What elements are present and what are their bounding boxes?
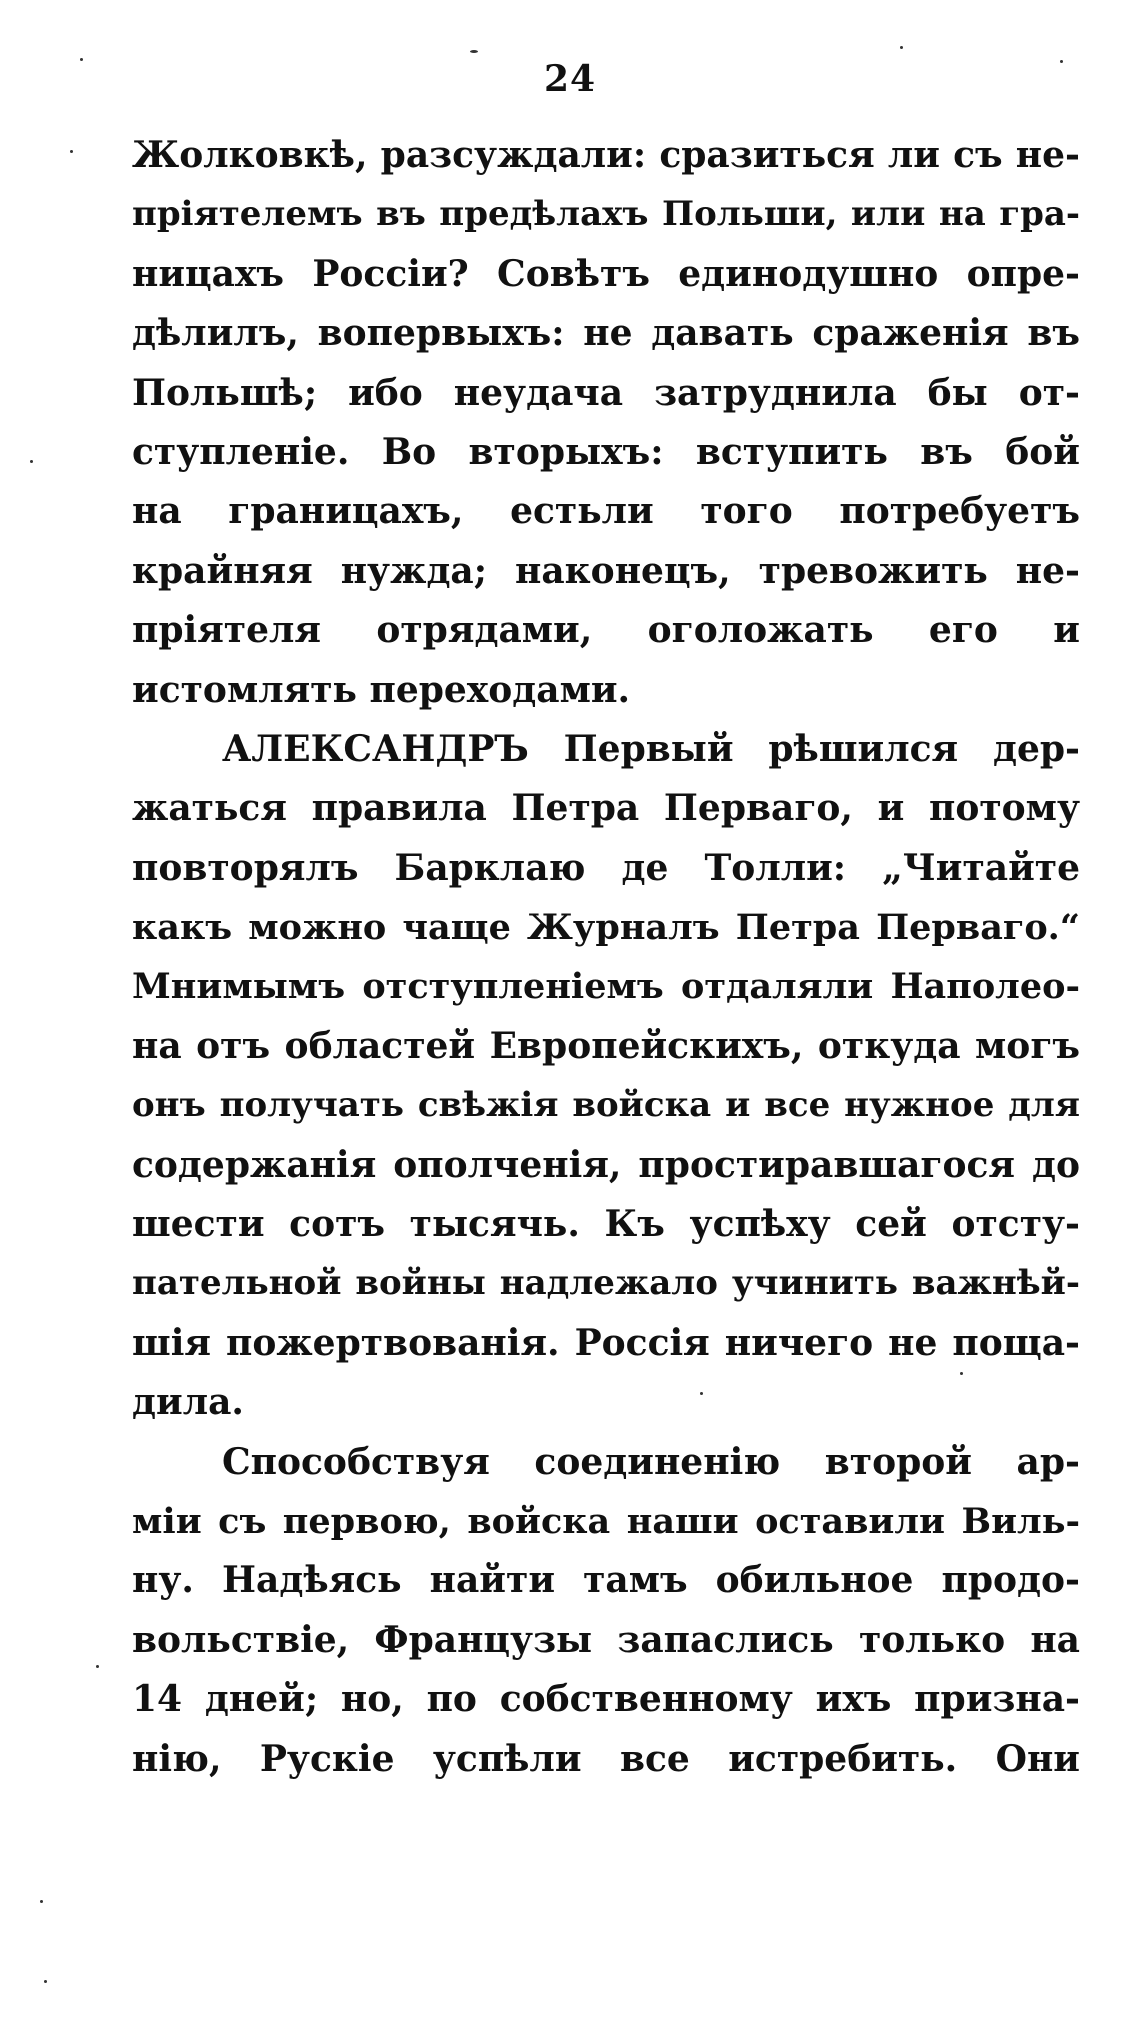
text-line: нію, Рускіе успѣли все истребить. Они	[132, 1737, 1080, 1780]
scan-speck	[470, 50, 478, 53]
paragraph-2	[132, 720, 1080, 1433]
text-line: повторялъ Барклаю де Толли: „Читайте	[132, 846, 1080, 889]
text-line: АЛЕКСАНДРЪ Первый рѣшился дер-	[222, 727, 1080, 770]
scan-speck	[70, 150, 73, 153]
text-line: на границахъ, естьли того потребуетъ	[132, 490, 1080, 533]
scan-speck	[1060, 60, 1063, 63]
text-line: пательной войны надлежало учинить важнѣй-	[132, 1263, 1080, 1304]
scan-speck	[700, 1392, 703, 1395]
text-line: міи съ первою, войска наши оставили Виль-	[132, 1500, 1080, 1542]
text-line: ну. Надѣясь найти тамъ обильное продо-	[132, 1559, 1080, 1602]
text-line: пріятелемъ въ предѣлахъ Польши, или на гра-	[132, 194, 1080, 235]
text-line: шести сотъ тысячь. Къ успѣху сей отсту-	[132, 1203, 1080, 1246]
text-line: ницахъ Россіи? Совѣтъ единодушно опре-	[132, 252, 1080, 295]
text-line: 14 дней; но, по собственному ихъ призна-	[132, 1678, 1080, 1721]
text-line: Мнимымъ отступленіемъ отдаляли Наполео-	[132, 966, 1080, 1008]
text-line: ступленіе. Во вторыхъ: вступить въ бой	[132, 430, 1080, 473]
paragraph-1	[132, 126, 1080, 720]
text-line: дила.	[132, 1381, 244, 1424]
text-line: истомлять переходами.	[132, 668, 631, 711]
text-line: жаться правила Петра Перваго, и потому	[132, 787, 1080, 830]
text-line: вольствіе, Французы запаслись только на	[132, 1618, 1080, 1661]
scan-speck	[900, 46, 903, 49]
scan-speck	[960, 1372, 963, 1375]
body-text	[132, 126, 1080, 1789]
text-line: какъ можно чаще Журналъ Петра Перваго.“	[132, 907, 1080, 949]
text-line: онъ получать свѣжія войска и все нужное для	[132, 1085, 1080, 1126]
text-line: Жолковкѣ, разсуждали: сразиться ли съ не-	[132, 134, 1080, 176]
text-line: пріятеля отрядами, оголожать его и	[132, 609, 1080, 652]
scan-speck	[80, 58, 83, 61]
scan-speck	[40, 1900, 43, 1903]
text-line: Способствуя соединенію второй ар-	[222, 1440, 1080, 1483]
text-line: шія пожертвованія. Россія ничего не поща-	[132, 1321, 1080, 1364]
scan-speck	[30, 460, 33, 463]
paragraph-3	[132, 1433, 1080, 1789]
text-line: Польшѣ; ибо неудача затруднила бы от-	[132, 371, 1080, 414]
text-line: содержанія ополченія, простиравшагося до	[132, 1143, 1080, 1186]
page-number: 24	[543, 58, 597, 100]
scan-speck	[96, 1665, 99, 1668]
scan-speck	[44, 1980, 47, 1983]
text-line: дѣлилъ, вопервыхъ: не давать сраженія въ	[132, 312, 1080, 355]
text-line: на отъ областей Европейскихъ, откуда могъ	[132, 1024, 1080, 1067]
text-line: крайняя нужда; наконецъ, тревожить не-	[132, 549, 1080, 592]
